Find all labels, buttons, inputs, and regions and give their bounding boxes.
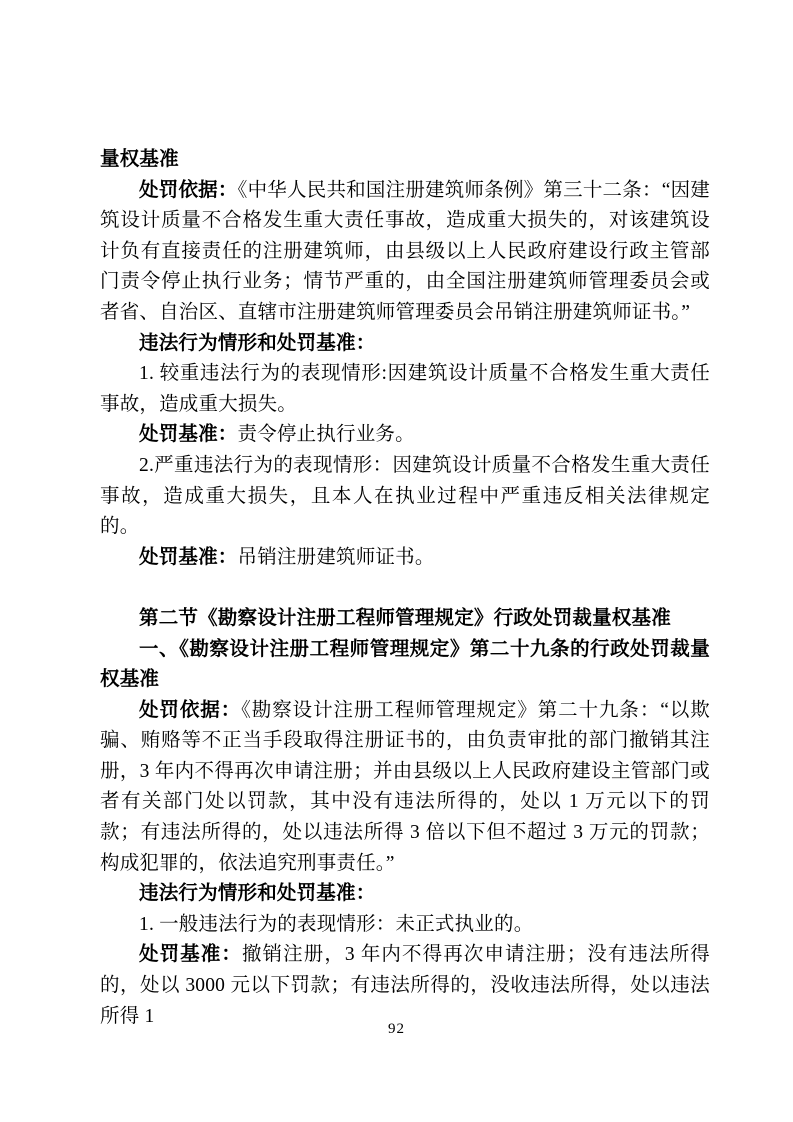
- bold-text-run: 违法行为情形和处罚基准：: [139, 883, 376, 905]
- bold-text-run: 第二节《勘察设计注册工程师管理规定》行政处罚裁量权基准: [139, 607, 671, 629]
- text-run: 1. 较重违法行为的表现情形:因建筑设计质量不合格发生重大责任事故，造成重大损失。: [100, 363, 710, 415]
- paragraph: [100, 879, 710, 910]
- bold-text-run: 处罚基准：: [139, 546, 238, 568]
- text-run: 撤销注册，3 年内不得再次申请注册；没有违法所得的，处以 3000 元以下罚款；有违法所得的，没收违法所得，处以违法所得 1: [100, 944, 710, 1027]
- paragraph: [100, 910, 710, 941]
- paragraph: [100, 176, 710, 329]
- page-number: 92: [388, 1021, 405, 1037]
- paragraph: [100, 940, 710, 1032]
- paragraph: [100, 604, 710, 635]
- bold-text-run: 处罚依据：: [139, 179, 238, 201]
- text-run: 《勘察设计注册工程师管理规定》第二十九条：“以欺骗、贿赂等不正当手段取得注册证书的，由负责审批的部门撤销其注册，3 年内不得再次申请注册；并由县级以上人民政府建设主管部门或者有关部门处以罚款，其中没有违法所得的，处以 1 万元以下的罚款；有违法所得的，处以违法所得 3 倍以下但不超过 3 万元的罚款；构成犯罪的，依法追究刑事责任。”: [100, 699, 710, 874]
- bold-text-run: 处罚基准：: [139, 424, 238, 446]
- text-run: 2.严重违法行为的表现情形：因建筑设计质量不合格发生重大责任事故，造成重大损失，且本人在执业过程中严重违反相关法律规定的。: [100, 454, 710, 538]
- text-run: 责令停止执行业务。: [237, 424, 415, 446]
- paragraph: [100, 359, 710, 420]
- bold-text-run: 违法行为情形和处罚基准：: [139, 332, 376, 354]
- paragraph: [100, 543, 710, 574]
- paragraph: [100, 329, 710, 360]
- text-run: 吊销注册建筑师证书。: [237, 546, 435, 568]
- bold-text-run: 处罚依据：: [139, 699, 242, 721]
- paragraph: [100, 145, 710, 176]
- bold-text-run: 一、《勘察设计注册工程师管理规定》第二十九条的行政处罚裁量权基准: [100, 638, 710, 691]
- paragraph: [100, 420, 710, 451]
- bold-text-run: 处罚基准：: [139, 944, 242, 966]
- document-body: [100, 145, 710, 1032]
- text-run: 《中华人民共和国注册建筑师条例》第三十二条：“因建筑设计质量不合格发生重大责任事故，造成重大损失的，对该建筑设计负有直接责任的注册建筑师，由县级以上人民政府建设行政主管部门责令停止执行业务；情节严重的，由全国注册建筑师管理委员会或者省、自治区、直辖市注册建筑师管理委员会吊销注册建筑师证书。”: [100, 179, 710, 323]
- bold-text-run: 量权基准: [100, 149, 179, 170]
- paragraph: [100, 451, 710, 543]
- paragraph: [100, 635, 710, 696]
- text-run: 1. 一般违法行为的表现情形：未正式执业的。: [139, 913, 534, 935]
- paragraph: [100, 696, 710, 880]
